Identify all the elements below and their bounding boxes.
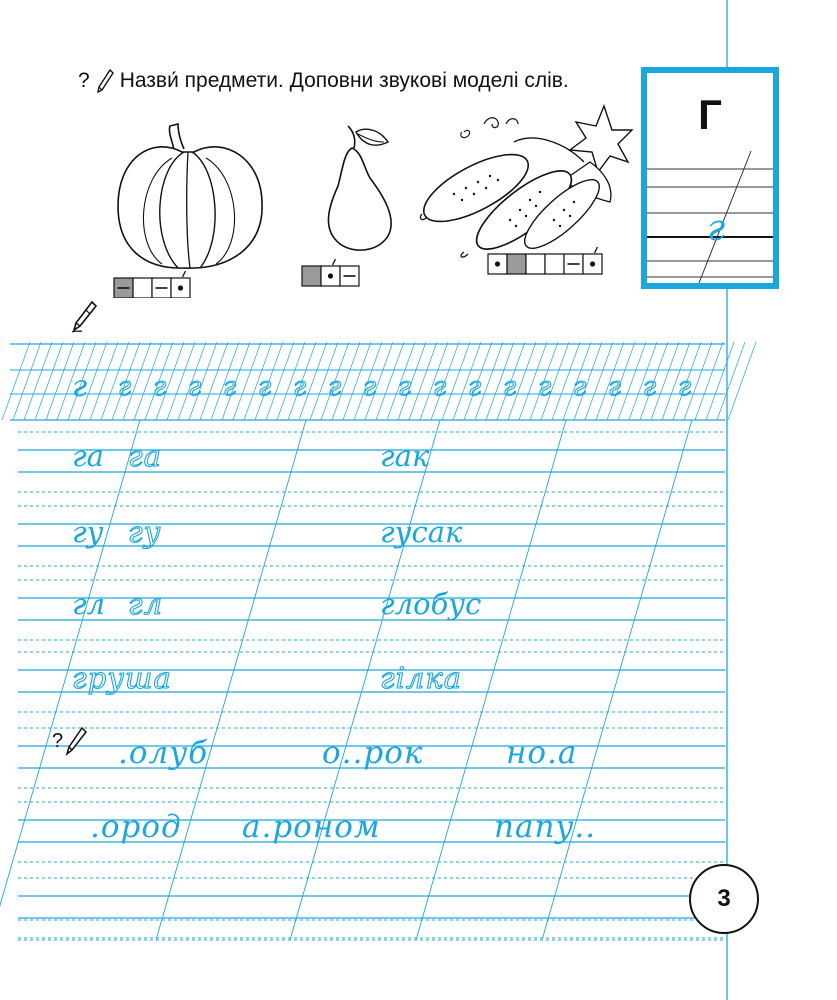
letter-trace: г (538, 372, 553, 402)
cucumbers-picture (414, 102, 634, 260)
letter-trace: г (328, 372, 343, 402)
syllable-sample-gl: гл (72, 587, 106, 621)
word-trace-grusha: груша (72, 661, 172, 695)
syllable-trace-ga: га (128, 439, 162, 473)
letter-trace: г (608, 372, 623, 402)
letter-card-ruling (647, 73, 773, 283)
letter-trace: г (433, 372, 448, 402)
sound-model-pear (301, 258, 397, 288)
pear-picture (318, 118, 408, 258)
fill-word-golub: .олуб (118, 735, 209, 771)
letter-trace: г (293, 372, 308, 402)
pencil-icon (96, 68, 114, 94)
syllable-sample-gu: гу (72, 515, 104, 549)
fill-word-papugi: папу.. (494, 809, 597, 845)
letter-trace: г (573, 372, 588, 402)
letter-trace: г (503, 372, 518, 402)
letter-trace: г (398, 372, 413, 402)
word-sample-globus: глобус (380, 587, 482, 621)
letter-trace: г (643, 372, 658, 402)
letter-trace: г (153, 372, 168, 402)
sound-model-cucumbers (487, 246, 605, 276)
letter-trace: г (678, 372, 693, 402)
script-letter: г (707, 208, 726, 249)
sound-model-pumpkin (113, 270, 229, 298)
word-sample-gusak: гусак (380, 515, 463, 549)
syllable-sample-ga: га (72, 439, 104, 473)
fill-word-ogirok: о..рок (322, 735, 424, 771)
syllable-trace-gu: гу (128, 515, 162, 549)
instruction-text: Назви́ предмети. Доповни звукові моделі слів. (119, 69, 569, 92)
letter-trace: г (223, 372, 238, 402)
letter-trace: г (188, 372, 203, 402)
pumpkin-picture (112, 118, 272, 276)
fill-word-noga: но.а (506, 735, 578, 771)
letter-trace: г (363, 372, 378, 402)
letter-trace: г (258, 372, 273, 402)
fill-word-agronom: а.роном (242, 809, 381, 845)
question-marker: ? (78, 69, 90, 92)
syllable-trace-gl: гл (128, 587, 164, 621)
pen-icon (70, 300, 98, 334)
pen-icon-fill-task (64, 726, 88, 758)
print-letter: Г (698, 91, 722, 138)
page-number: 3 (689, 864, 759, 934)
fill-task-marker: ? (52, 730, 64, 752)
letter-sample: г (72, 369, 88, 404)
letter-trace: г (468, 372, 483, 402)
letter-trace: г (118, 372, 133, 402)
word-sample-gak: гак (380, 439, 430, 473)
task-instruction (78, 64, 569, 98)
word-trace-gilka: гілка (380, 661, 463, 695)
fill-word-gorod: .ород (90, 809, 182, 845)
letter-card (641, 67, 779, 289)
